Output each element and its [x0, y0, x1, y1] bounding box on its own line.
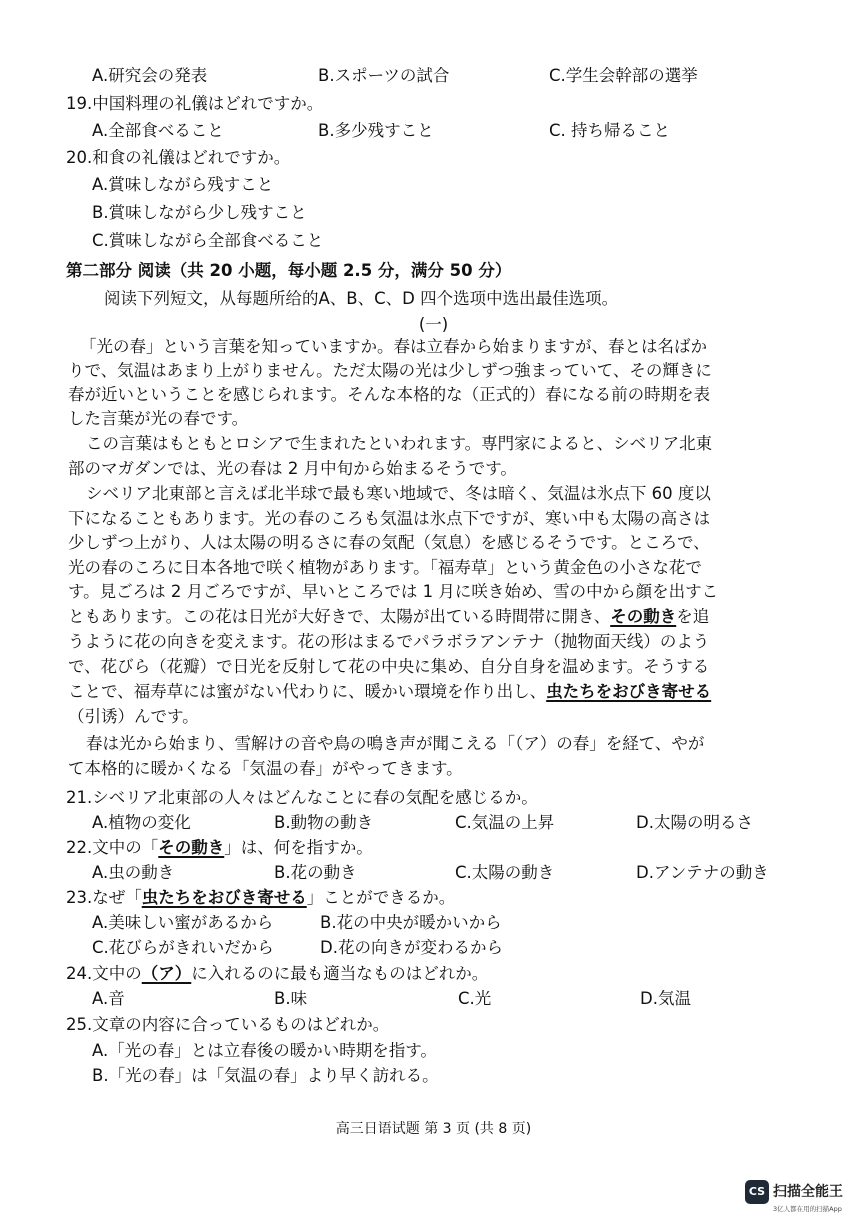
- q23-stem-post: 」ことができるか。: [306, 888, 456, 907]
- q21-option-a: A.植物の変化: [92, 813, 191, 832]
- part2-title: 第二部分 阅读（共 20 小题，每小题 2.5 分，满分 50 分）: [66, 261, 512, 280]
- q24-stem: [66, 964, 488, 984]
- q22-stem: [66, 838, 373, 858]
- q24-underlined: （ア）: [141, 964, 192, 983]
- passage-line: す。見ごろは 2 月ごろですが、早いところでは 1 月に咲き始め、雪の中から顔を出すこ: [68, 582, 719, 601]
- brand-tagline: 3亿人都在用的扫描App: [773, 1205, 842, 1213]
- scanner-watermark: [745, 1178, 860, 1218]
- passage-line: 光の春のころに日本各地で咲く植物があります。「福寿草」という黄金色の小さな花で: [68, 558, 702, 577]
- passage-line: 少しずつ上がり、人は太陽の明るさに春の気配（気息）を感じるそうです。ところで、: [68, 533, 710, 552]
- passage-text: ともあります。この花は日光が大好きで、太陽が出ている時間帯に開き、: [68, 607, 611, 626]
- q19-option-b: B.多少残すこと: [318, 121, 434, 140]
- q25-option-a: A.「光の春」とは立春後の暖かい時期を指す。: [92, 1041, 437, 1060]
- q23-option-b: B.花の中央が暖かいから: [320, 913, 502, 932]
- q23-option-d: D.花の向きが変わるから: [320, 938, 503, 957]
- passage-line: 春が近いということを感じられます。そんな本格的な（正式的）春になる前の時期を表: [68, 385, 711, 404]
- underlined-phrase-mushitachi: 虫たちをおびき寄せる: [546, 682, 712, 701]
- q21-option-b: B.動物の動き: [274, 813, 374, 832]
- passage-line: りで、気温はあまり上がりません。ただ太陽の光は少しずつ強まっていて、その輝きに: [68, 361, 712, 380]
- q19-stem: 19.中国料理の礼儀はどれですか。: [66, 94, 324, 113]
- q18-option-a: A.研究会の発表: [92, 66, 208, 85]
- q23-option-a: A.美味しい蜜があるから: [92, 913, 274, 932]
- passage-line: した言葉が光の春です。: [68, 409, 249, 428]
- q24-option-a: A.音: [92, 989, 125, 1008]
- brand-name: 扫描全能王: [773, 1184, 843, 1200]
- passage-line: 春は光から始まり、雪解けの音や鳥の鳴き声が聞こえる「（ア）の春」を経て、やが: [86, 734, 705, 753]
- q22-option-a: A.虫の動き: [92, 863, 175, 882]
- q20-option-a: A.賞味しながら残すこと: [92, 175, 274, 194]
- passage-line: （引诱）んです。: [68, 707, 199, 726]
- q23-underlined: 虫たちをおびき寄せる: [141, 888, 307, 907]
- q23-option-c: C.花びらがきれいだから: [92, 938, 274, 957]
- camscanner-logo-icon: CS: [745, 1180, 769, 1204]
- q25-option-b: B.「光の春」は「気温の春」より早く訪れる。: [92, 1066, 439, 1085]
- q18-option-c: C.学生会幹部の選挙: [549, 66, 698, 85]
- q23-stem: [66, 888, 455, 908]
- passage-line: 「光の春」という言葉を知っていますか。春は立春から始まりますが、春とは名ばか: [80, 337, 707, 356]
- q21-option-c: C.気温の上昇: [455, 813, 555, 832]
- passage-line: うように花の向きを変えます。花の形はまるでパラボラアンテナ（抛物面天线）のよう: [68, 632, 710, 651]
- passage-line: [68, 682, 711, 702]
- q21-option-d: D.太陽の明るさ: [636, 813, 753, 832]
- passage-line: て本格的に暖かくなる「気温の春」がやってきます。: [68, 759, 463, 778]
- q22-stem-pre: 22.文中の「: [66, 838, 159, 857]
- passage-line: 部のマガダンでは、光の春は 2 月中旬から始まるそうです。: [68, 459, 517, 478]
- q22-option-d: D.アンテナの動き: [636, 863, 769, 882]
- q22-underlined: その動き: [158, 838, 225, 857]
- page-footer: 高三日语试题 第 3 页 (共 8 页): [335, 1121, 532, 1137]
- q22-option-b: B.花の動き: [274, 863, 357, 882]
- q21-stem: 21.シベリア北東部の人々はどんなことに春の気配を感じるか。: [66, 788, 538, 807]
- q22-stem-post: 」は、何を指すか。: [224, 838, 373, 857]
- passage-line: この言葉はもともとロシアで生まれたといわれます。専門家によると、シベリア北東: [86, 434, 713, 453]
- q19-option-c: C. 持ち帰ること: [549, 121, 671, 140]
- passage-text: ことで、福寿草には蜜がない代わりに、暖かい環境を作り出し、: [68, 682, 547, 701]
- q23-stem-pre: 23.なぜ「: [66, 888, 142, 907]
- q18-option-b: B.スポーツの試合: [318, 66, 450, 85]
- q19-option-a: A.全部食べること: [92, 121, 224, 140]
- q22-option-c: C.太陽の動き: [455, 863, 555, 882]
- q24-stem-pre: 24.文中の: [66, 964, 142, 983]
- passage-line: [68, 607, 709, 627]
- passage-line: 下になることもあります。光の春のころも気温は氷点下ですが、寒い中も太陽の高さは: [68, 509, 711, 528]
- section-number: (一): [418, 315, 449, 334]
- q25-stem: 25.文章の内容に合っているものはどれか。: [66, 1015, 390, 1034]
- underlined-phrase-sono-ugoki: その動き: [610, 607, 677, 626]
- q20-option-b: B.賞味しながら少し残すこと: [92, 203, 307, 222]
- q24-option-d: D.気温: [640, 989, 691, 1008]
- q20-stem: 20.和食の礼儀はどれですか。: [66, 148, 291, 167]
- q24-option-b: B.味: [274, 989, 308, 1008]
- q24-option-c: C.光: [458, 989, 492, 1008]
- passage-text: を追: [676, 607, 710, 626]
- passage-line: シベリア北東部と言えば北半球で最も寒い地域で、冬は暗く、気温は氷点下 60 度以: [86, 484, 711, 503]
- passage-line: で、花びら（花瓣）で日光を反射して花の中央に集め、自分自身を温めます。そうする: [68, 657, 710, 676]
- q24-stem-post: に入れるのに最も適当なものはどれか。: [191, 964, 489, 983]
- q20-option-c: C.賞味しながら全部食べること: [92, 231, 324, 250]
- part2-instruction: 阅读下列短文，从每题所给的A、B、C、D 四个选项中选出最佳选项。: [104, 289, 619, 308]
